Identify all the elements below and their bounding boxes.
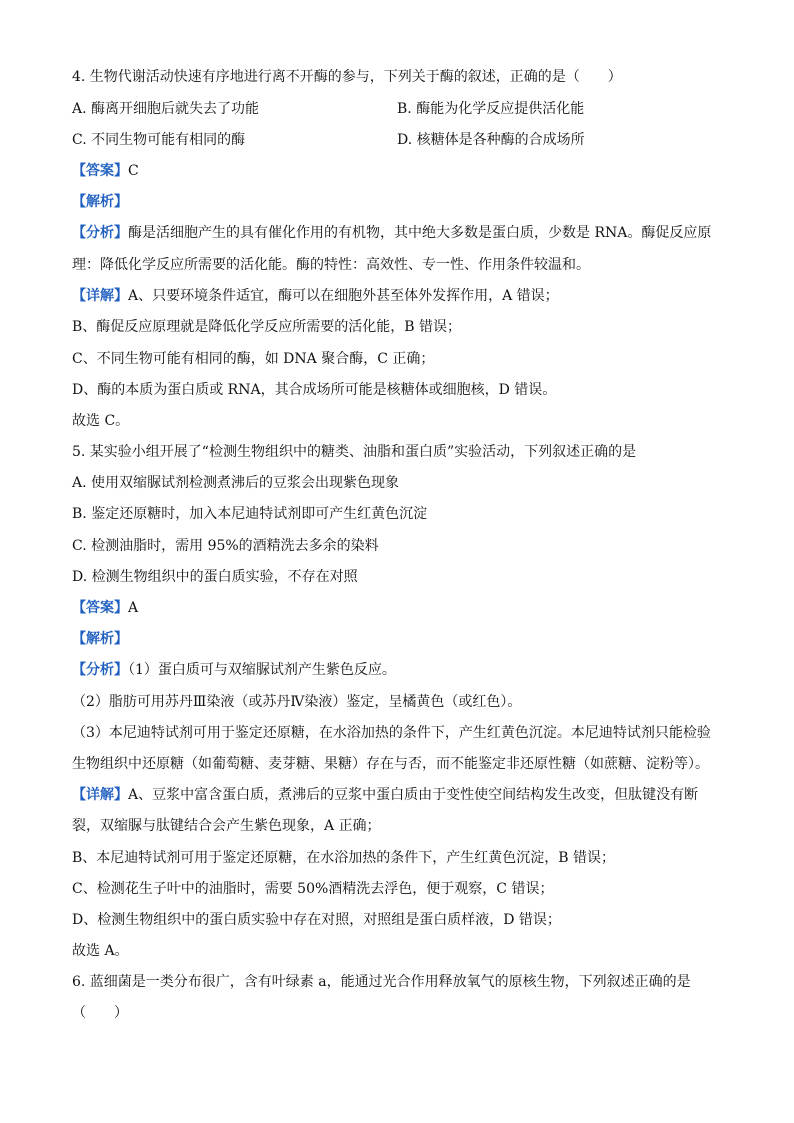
q5-xiangjie-a1: A、豆浆中富含蛋白质，煮沸后的豆浆中蛋白质由于变性使空间结构发生改变，但肽键没有断: [128, 787, 699, 803]
q5-fenxi-line-2: （2）脂肪可用苏丹Ⅲ染液（或苏丹Ⅳ染液）鉴定，呈橘黄色（或红色）。: [72, 694, 522, 710]
q4-xiangjie-d: D、酶的本质为蛋白质或 RNA，其合成场所可能是核糖体或细胞核，D 错误。: [72, 382, 557, 398]
q5-xiangjie-d: D、检测生物组织中的蛋白质实验中存在对照，对照组是蛋白质样液，D 错误；: [72, 912, 561, 928]
q5-answer-line: [72, 599, 138, 617]
q6-stem-2: （ ）: [72, 1005, 128, 1021]
q5-xiangjie-line-a1: [72, 786, 698, 804]
fenxi-tag: 【分析】: [72, 225, 128, 241]
q5-option-c: C. 检测油脂时，需用 95%的酒精洗去多余的染料: [72, 538, 379, 554]
q5-conclusion: 故选 A。: [72, 943, 129, 959]
q4-xiangjie-c: C、不同生物可能有相同的酶，如 DNA 聚合酶，C 正确；: [72, 351, 435, 367]
q4-fenxi-line-1: [72, 224, 711, 242]
q5-fenxi-text-1: （1）蛋白质可与双缩脲试剂产生紫色反应。: [128, 662, 396, 678]
q5-xiangjie-c: C、检测花生子叶中的油脂时，需要 50%酒精洗去浮色，便于观察，C 错误；: [72, 881, 554, 897]
q5-fenxi-line-1: [72, 661, 396, 679]
q6-stem-1: 6. 蓝细菌是一类分布很广，含有叶绿素 a，能通过光合作用释放氧气的原核生物，下列叙述正确的是: [72, 974, 691, 990]
q5-xiangjie-a2: 裂，双缩脲与肽键结合会产生紫色现象，A 正确；: [72, 818, 381, 834]
q5-option-a: A. 使用双缩脲试剂检测煮沸后的豆浆会出现紫色现象: [72, 475, 400, 491]
fenxi-tag: 【分析】: [72, 662, 128, 678]
q4-option-b: B. 酶能为化学反应提供活化能: [397, 101, 585, 117]
q4-xiangjie-b: B、酶促反应原理就是降低化学反应所需要的活化能，B 错误；: [72, 319, 462, 335]
q4-answer-line: [72, 162, 139, 180]
q4-jiexi-tag: [72, 193, 128, 211]
q5-jiexi-tag: [72, 630, 128, 648]
q5-fenxi-line-4: 生物组织中还原糖（如葡萄糖、麦芽糖、果糖）存在与否，而不能鉴定非还原性糖（如蔗糖、淀粉等）。: [72, 756, 709, 772]
jiexi-tag: 【解析】: [72, 631, 128, 647]
answer-tag: 【答案】: [72, 163, 128, 179]
q5-stem: 5. 某实验小组开展了“检测生物组织中的糖类、油脂和蛋白质”实验活动，下列叙述正确的是: [72, 444, 637, 460]
q4-answer: C: [128, 163, 139, 179]
q4-conclusion: 故选 C。: [72, 413, 130, 429]
q4-xiangjie-a: A、只要环境条件适宜，酶可以在细胞外甚至体外发挥作用，A 错误；: [128, 288, 559, 304]
q5-option-b: B. 鉴定还原糖时，加入本尼迪特试剂即可产生红黄色沉淀: [72, 506, 428, 522]
q5-fenxi-line-3: （3）本尼迪特试剂可用于鉴定还原糖，在水浴加热的条件下，产生红黄色沉淀。本尼迪特试剂只能检验: [72, 725, 711, 741]
q4-option-d: D. 核糖体是各种酶的合成场所: [397, 132, 585, 148]
q4-option-a: A. 酶离开细胞后就失去了功能: [72, 101, 260, 117]
q4-stem: 4. 生物代谢活动快速有序地进行离不开酶的参与，下列关于酶的叙述，正确的是（ ）: [72, 69, 622, 85]
jiexi-tag: 【解析】: [72, 194, 128, 210]
q5-xiangjie-b: B、本尼迪特试剂可用于鉴定还原糖，在水浴加热的条件下，产生红黄色沉淀，B 错误；: [72, 850, 616, 866]
q4-fenxi-line-2: 理：降低化学反应所需要的活化能。酶的特性：高效性、专一性、作用条件较温和。: [72, 257, 590, 273]
q5-option-d: D. 检测生物组织中的蛋白质实验，不存在对照: [72, 569, 358, 585]
q5-answer: A: [128, 600, 139, 616]
xiangjie-tag: 【详解】: [72, 787, 128, 803]
q4-xiangjie-line-a: [72, 287, 559, 305]
q4-option-c: C. 不同生物可能有相同的酶: [72, 132, 246, 148]
xiangjie-tag: 【详解】: [72, 288, 128, 304]
q4-fenxi-text-1: 酶是活细胞产生的具有催化作用的有机物，其中绝大多数是蛋白质，少数是 RNA。酶促反应原: [128, 225, 712, 241]
answer-tag: 【答案】: [72, 600, 128, 616]
